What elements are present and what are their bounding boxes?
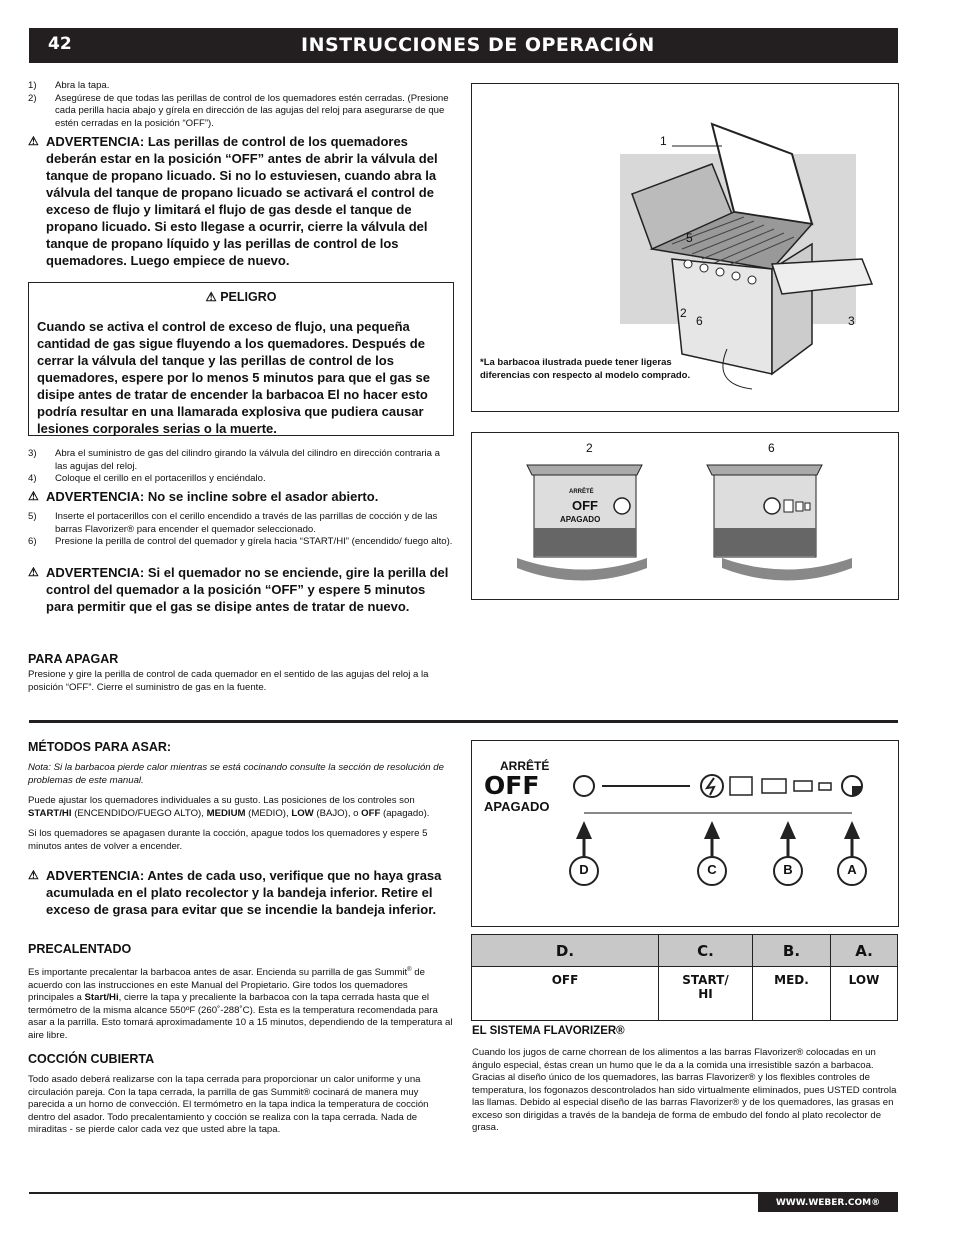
- knob-left-label: 2: [586, 441, 593, 455]
- danger-body: Cuando se activa el control de exceso de flujo, una pequeña cantidad de gas sigue fluyendo a los quemadores. Después de cerrar la válvula del tanque y las perillas de control de los quemadores, espere por lo menos 5 minutos para que el gas se disipe antes de tratar de encender la barbacoa El no hacer esto podría resultar en una llamarada explosiva que pudiera causar lesiones corporales serias o la muerte.: [37, 319, 431, 436]
- steps-a: [28, 80, 454, 130]
- knob-apagado: APAGADO: [560, 515, 601, 524]
- coccion-section: [28, 1052, 454, 1137]
- section-divider: [29, 720, 898, 723]
- step-1: 1) Abra la tapa.: [28, 80, 110, 91]
- warning-icon: ⚠: [28, 868, 39, 882]
- page-number: 42: [48, 34, 72, 54]
- knob-off: OFF: [572, 498, 598, 513]
- warning-icon: ⚠: [28, 134, 39, 148]
- key-value-b: MED.: [753, 967, 831, 1021]
- knobs-illustration: [472, 433, 898, 599]
- steps-c: [28, 511, 454, 549]
- warning-icon: ⚠: [28, 489, 39, 503]
- step-6: 6) Presione la perilla de control del quemador y gírela hacia “START/HI” (encendido/ fuego alto).: [28, 536, 453, 547]
- dial-label-a: A: [847, 862, 857, 877]
- page-header: [29, 28, 898, 63]
- dial-apagado: APAGADO: [484, 799, 550, 814]
- step-4: 4) Coloque el cerillo en el portacerillos y enciéndalo.: [28, 473, 266, 484]
- callout-2: 2: [680, 306, 687, 320]
- knob-right-label: 6: [768, 441, 775, 455]
- callout-1: 1: [660, 134, 667, 148]
- metodos-p1: Puede ajustar los quemadores individuales a su gusto. Las posiciones de los controles son START/HI (ENCENDIDO/FUEGO ALTO), MEDIUM (MEDIO), LOW (BAJO), o OFF (apagado).: [28, 795, 430, 819]
- step-3: 3) Abra el suministro de gas del cilindro girando la válvula del cilindro en dirección contraria a las agujas del reloj.: [28, 448, 441, 472]
- flavorizer-text: Cuando los jugos de carne chorrean de los alimentos a las barras Flavorizer® colocadas en un ángulo especial, éstas crean un humo que le da a la comida una irresistible sazón a barbacoa. Gracias al diseño único de los quemadores, las barras Flavorizer® y los flexibles controles de temperatura, los fogonazos descontrolados han sido virtualmente eliminados, pues USTED controla las llamas. Debido al especial diseño de las barras Flavorizer® y de los quemadores, las grasas en exceso son dirigidas a través de la bandeja de forma de embudo del fondo al plato recolector de grasa.: [472, 1047, 897, 1133]
- precalentado-text: Es importante precalentar la barbacoa antes de asar. Encienda su parrilla de gas Summit® de acuerdo con las instrucciones en este Manual del Propietario. Gire todos los quemadores principales a Start/Hi, cierre la tapa y precaliente la barbacoa con la tapa cerrada hasta que el termómetro de la misma alcance 550ºF (260˚-288˚C). Esta es la temperatura recomendada para asar a la parrilla. Esto tomará aproximadamente 10 a 15 minutos, dependiendo de la temperatura al aire libre.: [28, 967, 453, 1041]
- warning-icon: ⚠: [28, 565, 39, 579]
- footer-url: WWW.WEBER.COM®: [758, 1194, 898, 1212]
- grill-figure: [471, 83, 899, 412]
- section-title: MÉTODOS PARA ASAR:: [28, 740, 172, 754]
- key-header-a: A.: [831, 935, 898, 967]
- key-header-d: D.: [472, 935, 659, 967]
- metodos-p2: Si los quemadores se apagasen durante la cocción, apague todos los quemadores y espere 5 minutos antes de volver a encender.: [28, 828, 428, 852]
- step-2: 2) Asegúrese de que todas las perillas de control de los quemadores estén cerradas. (Presione cada perilla hacia abajo y gírela en dirección de las agujas del reloj para asegurarse de que estén cerradas en la posición “OFF”).: [28, 92, 449, 129]
- section-title: EL SISTEMA FLAVORIZER®: [472, 1025, 625, 1037]
- dial-label-b: B: [783, 862, 793, 877]
- page-title: INSTRUCCIONES DE OPERACIÓN: [301, 34, 655, 56]
- warning-4: ⚠ ADVERTENCIA: Antes de cada uso, verifique que no haya grasa acumulada en el plato recolector y la bandeja inferior. Retire el exceso de grasa para evitar que se incendie la bandeja inferior.: [28, 868, 442, 917]
- key-header-b: B.: [753, 935, 831, 967]
- key-header-c: C.: [659, 935, 753, 967]
- coccion-text: Todo asado deberá realizarse con la tapa cerrada para proporcionar un calor uniforme y una circulación pareja. Con la tapa cerrada, la parrilla de gas Summit® cocinará de manera muy parecida a un horno de convección. El termómetro en la tapa indica la temperatura de cocción dentro del asador. Todo precalentamiento y cocción se realiza con la tapa cerrada. Nada de miraditas - se pierde calor cada vez que usted abre la tapa.: [28, 1074, 429, 1135]
- precalentado-section: [28, 942, 454, 1042]
- dial-illustration: [472, 741, 898, 926]
- warning-2: ⚠ ADVERTENCIA: No se incline sobre el asador abierto.: [28, 489, 379, 504]
- dial-label-d: D: [579, 862, 589, 877]
- figure-note: *La barbacoa ilustrada puede tener ligeras diferencias con respecto al modelo comprado.: [480, 357, 691, 381]
- callout-6: 6: [696, 314, 703, 328]
- section-title: COCCIÓN CUBIERTA: [28, 1052, 155, 1066]
- warning-1: ⚠ ADVERTENCIA: Las perillas de control de los quemadores deberán estar en la posición “OFF” antes de abrir la válvula del tanque de propano licuado. Si no lo estuviesen, cuando abra la válvula del tanque de propano licuado se activará el control de exceso de flujo y limitará el flujo de gas desde el tanque de propano licuado. Si esto llegase a ocurrir, cierre la válvula del tanque de propano líquido y las perillas de control de los quemadores. Luego empiece de nuevo.: [28, 134, 438, 268]
- callout-5: 5: [686, 231, 693, 245]
- section-title: PRECALENTADO: [28, 942, 132, 956]
- para-apagar: [28, 652, 454, 694]
- knob-arrete: ARRÊTÉ: [569, 489, 594, 495]
- key-value-a: LOW: [831, 967, 898, 1021]
- metodos-section: [28, 740, 454, 853]
- dial-arrete: ARRÊTÉ: [500, 759, 550, 773]
- knobs-figure: [471, 432, 899, 600]
- warning-3: ⚠ ADVERTENCIA: Si el quemador no se enciende, gire la perilla del control del quemador a la posición “OFF” y espere 5 minutos para permitir que el gas se disipe antes de tratar de nuevo.: [28, 565, 449, 614]
- key-table: [471, 934, 898, 1021]
- metodos-note: Nota: Si la barbacoa pierde calor mientras se está cocinando consulte la sección de resolución de problemas de este manual.: [28, 762, 444, 786]
- section-text: Presione y gire la perilla de control de cada quemador en el sentido de las agujas del reloj a la posición “OFF”. Cierre el suministro de gas en la fuente.: [28, 669, 429, 693]
- section-title: PARA APAGAR: [28, 652, 119, 666]
- danger-title: PELIGRO: [220, 290, 277, 304]
- flavorizer-section: [472, 1025, 898, 1135]
- danger-box: [28, 282, 454, 436]
- warning-icon: ⚠: [205, 290, 221, 304]
- callout-3: 3: [848, 314, 855, 328]
- dial-figure: [471, 740, 899, 927]
- key-value-d: OFF: [472, 967, 659, 1021]
- dial-off: OFF: [484, 771, 540, 800]
- key-value-c: START/ HI: [659, 967, 753, 1021]
- step-5: 5) Inserte el portacerillos con el cerillo encendido a través de las parrillas de cocción y de las barras Flavorizer® para encender el quemador seleccionado.: [28, 511, 438, 535]
- dial-label-c: C: [707, 862, 717, 877]
- steps-b: [28, 448, 454, 486]
